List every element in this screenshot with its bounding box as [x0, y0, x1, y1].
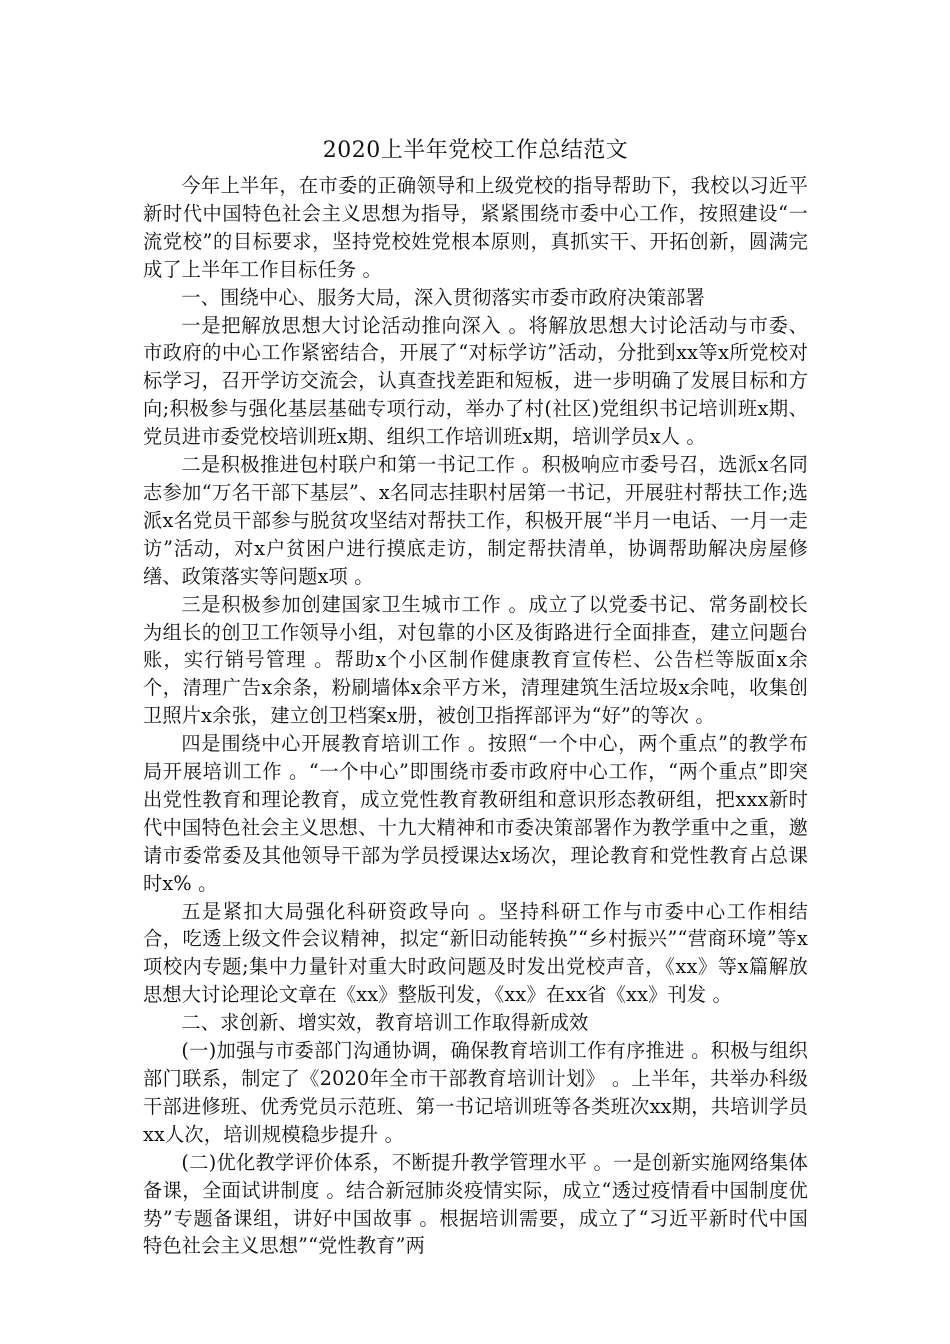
paragraph-item-5: 五是紧扣大局强化科研资政导向 。坚持科研工作与市委中心工作相结合，吃透上级文件会议精神，拟定“新旧动能转换”“乡村振兴”“营商环境”等x项校内专题;集中力量针对重大时政问题及时发出党校声音，《xx》等x篇解放思想大讨论理论文章在《xx》整版刊发，《xx》在xx省《xx》刊发 。 [143, 899, 808, 1007]
paragraph-item-1: 一是把解放思想大讨论活动推向深入 。将解放思想大讨论活动与市委、市政府的中心工作紧密结合，开展了“对标学访”活动，分批到xx等x所党校对标学习，召开学访交流会，认真查找差距和短板，进一步明确了发展目标和方向;积极参与强化基层基础专项行动，举办了村(社区)党组织书记培训班x期、党员进市委党校培训班x期、组织工作培训班x期，培训学员x人 。 [143, 313, 808, 449]
intro-paragraph: 今年上半年，在市委的正确领导和上级党校的指导帮助下，我校以习近平新时代中国特色社会主义思想为指导，紧紧围绕市委中心工作，按照建设“一流党校”的目标要求，坚持党校姓党根本原则，真抓实干、开拓创新，圆满完成了上半年工作目标任务 。 [143, 174, 808, 281]
paragraph-item-3: 三是积极参加创建国家卫生城市工作 。成立了以党委书记、常务副校长为组长的创卫工作领导小组，对包靠的小区及街路进行全面排查，建立问题台账，实行销号管理 。帮助x个小区制作健康教育宣传栏、公告栏等版面x余个，清理广告x余条，粉刷墙体x余平方米，清理建筑生活垃圾x余吨，收集创卫照片x余张，建立创卫档案x册，被创卫指挥部评为“好”的等次 。 [143, 592, 808, 728]
subsection-paragraph-1: (一)加强与市委部门沟通协调，确保教育培训工作有序推进 。积极与组织部门联系，制定了《2020年全市干部教育培训计划》 。上半年，共举办科级干部进修班、优秀党员示范班、第一书记培训班等各类班次xx期，共培训学员xx人次，培训规模稳步提升 。 [143, 1039, 808, 1146]
paragraph-item-4: 四是围绕中心开展教育培训工作 。按照“一个中心，两个重点”的教学布局开展培训工作 。“一个中心”即围绕市委市政府中心工作，“两个重点”即突出党性教育和理论教育，成立党性教育教研组和意识形态教研组，把xxx新时代中国特色社会主义思想、十九大精神和市委决策部署作为教学重中之重，邀请市委常委及其他领导干部为学员授课达x场次，理论教育和党性教育占总课时x% 。 [143, 732, 808, 895]
paragraph-item-2: 二是积极推进包村联户和第一书记工作 。积极响应市委号召，选派x名同志参加“万名干部下基层”、x名同志挂职村居第一书记，开展驻村帮扶工作;选派x名党员干部参与脱贫攻坚结对帮扶工作，积极开展“半月一电话、一月一走访”活动，对x户贫困户进行摸底走访，制定帮扶清单，协调帮助解决房屋修缮、政策落实等问题x项 。 [143, 453, 808, 588]
section-heading-1: 一、围绕中心、服务大局，深入贯彻落实市委市政府决策部署 [181, 285, 705, 309]
subsection-paragraph-2: (二)优化教学评价体系，不断提升教学管理水平 。一是创新实施网络集体备课，全面试讲制度 。结合新冠肺炎疫情实际，成立“透过疫情看中国制度优势”专题备课组，讲好中国故事 。根据培训需要，成立了“习近平新时代中国特色社会主义思想”“党性教育”两 [143, 1150, 808, 1258]
document-title: 2020上半年党校工作总结范文 [322, 138, 629, 163]
section-heading-2: 二、求创新、增实效，教育培训工作取得新成效 [181, 1011, 589, 1035]
document-page [143, 134, 808, 1260]
